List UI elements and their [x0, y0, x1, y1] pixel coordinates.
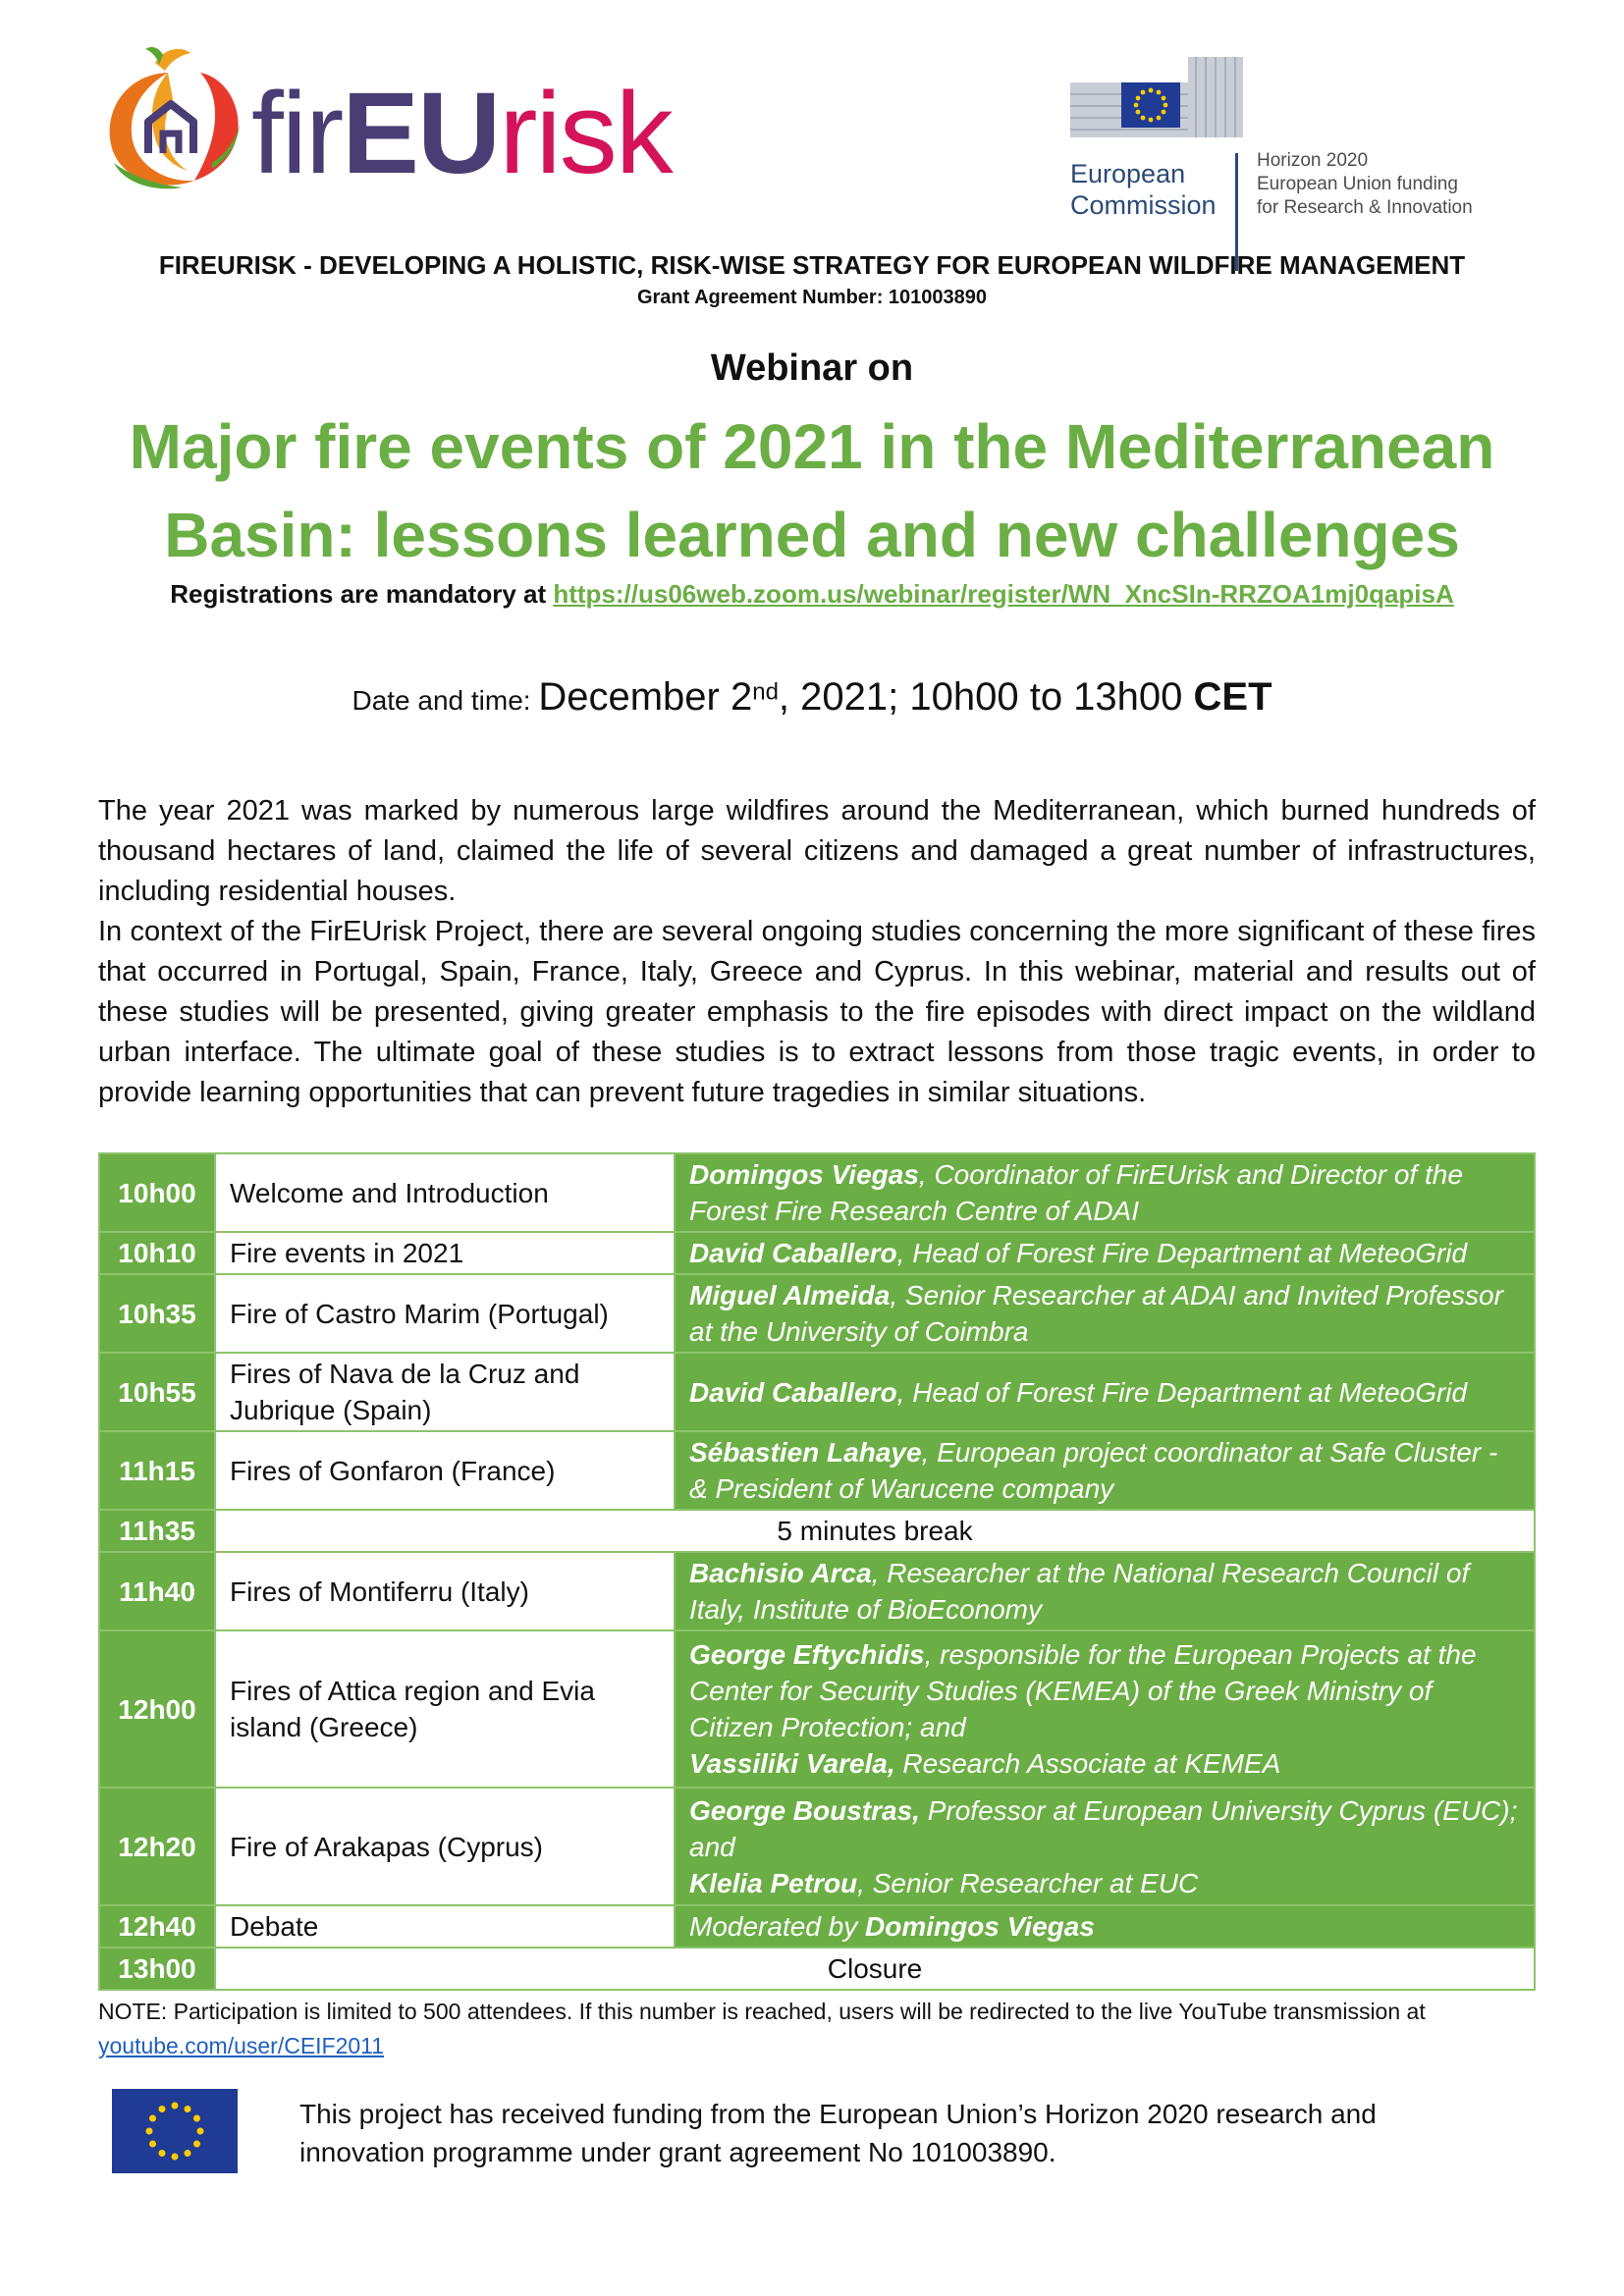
agenda-topic: Debate [215, 1905, 675, 1948]
h2020-line2: European Union funding [1257, 174, 1458, 194]
agenda-row-closure [99, 1948, 1535, 1990]
agenda-row [99, 1232, 1535, 1274]
funding-statement: This project has received funding from the European Union’s Horizon 2020 research and innovation programme under grant agreement No 101003890. [299, 2099, 1377, 2167]
speaker2-name: Vassiliki Varela, [689, 1748, 895, 1779]
moderated-label: Moderated by [689, 1911, 865, 1942]
agenda-time: 13h00 [99, 1948, 215, 1990]
eu-flag-icon [112, 2089, 238, 2173]
agenda-row [99, 1274, 1535, 1353]
ec-building-icon [1070, 55, 1247, 153]
agenda-time: 10h55 [99, 1353, 215, 1431]
speaker-role: , Researcher at the National Research Council of Italy, Institute of BioEconomy [689, 1558, 1470, 1625]
agenda-speaker [675, 1905, 1535, 1948]
agenda-speaker [675, 1153, 1535, 1232]
speaker2-role: , Senior Researcher at EUC [857, 1867, 1199, 1898]
date-suffix: nd [752, 678, 779, 706]
agenda-speaker [675, 1630, 1535, 1788]
speaker-role: , Head of Forest Fire Department at MeteoGrid [896, 1376, 1468, 1408]
agenda-row [99, 1788, 1535, 1905]
agenda-break: 5 minutes break [215, 1510, 1535, 1552]
agenda-time: 10h00 [99, 1153, 215, 1232]
speaker-name: Miguel Almeida [689, 1280, 891, 1310]
h2020-line1: Horizon 2020 [1257, 150, 1369, 171]
agenda-row [99, 1153, 1535, 1232]
agenda-time: 12h00 [99, 1630, 215, 1788]
registration-link[interactable]: https://us06web.zoom.us/webinar/register/WN_XncSIn-RRZOA1mj0qapisA [553, 579, 1454, 609]
agenda-speaker [675, 1274, 1535, 1353]
time-value: , 2021; 10h00 to 13h00 [778, 675, 1194, 719]
speaker-role: , Senior Researcher at ADAI and Invited Professor at the University of Coimbra [689, 1280, 1503, 1347]
agenda-time: 11h35 [99, 1510, 215, 1552]
logo-text-fir: fir [251, 69, 343, 198]
horizon-2020-label [1257, 149, 1473, 220]
ec-wordmark [1070, 158, 1217, 221]
agenda-topic: Fires of Nava de la Cruz and Jubrique (Spain) [215, 1353, 675, 1431]
speaker2-name: Klelia Petrou [689, 1867, 858, 1898]
webinar-title-line1: Major fire events of 2021 in the Mediterranean [129, 411, 1495, 482]
speaker-role: Professor at European University Cyprus (EUC); and [689, 1794, 1518, 1862]
intro-text [98, 791, 1536, 1113]
registration-label: Registrations are mandatory at [170, 579, 554, 609]
agenda-topic: Fire of Arakapas (Cyprus) [215, 1788, 675, 1905]
agenda-speaker [675, 1232, 1535, 1274]
ec-line2: Commission [1070, 190, 1217, 220]
agenda-row [99, 1431, 1535, 1510]
webinar-title [79, 402, 1545, 579]
logo-text-eu: EU [342, 69, 500, 198]
date-time-label: Date and time: [352, 685, 539, 716]
grant-agreement: Grant Agreement Number: 101003890 [636, 287, 988, 308]
speaker-role: , European project coordinator at Safe Cluster - & President of Warucene company [689, 1437, 1498, 1504]
speaker-name: Sébastien Lahaye [689, 1437, 922, 1468]
fireurisk-logo [94, 35, 672, 198]
project-title: FIREURISK - DEVELOPING A HOLISTIC, RISK-WISE STRATEGY FOR EUROPEAN WILDFIRE MANAGEMENT [158, 250, 1466, 280]
agenda-closure: Closure [215, 1948, 1535, 1990]
speaker-name: George Boustras, [689, 1794, 920, 1826]
webinar-title-line2: Basin: lessons learned and new challenges [164, 500, 1460, 570]
intro-paragraph-2: In context of the FirEUrisk Project, there are several ongoing studies concerning the more significant of these fires that occurred in Portugal, Spain, France, Italy, Greece and Cyprus. In this webinar, material and results out of these studies will be presented, giving greater emphasis to the fire episodes with direct impact on the wildland urban interface. The ultimate goal of these studies is to extract lessons from those tragic events, in order to provide learning opportunities that can prevent future tragedies in similar situations. [98, 916, 1536, 1108]
agenda-time: 11h40 [99, 1552, 215, 1630]
ec-line1: European [1070, 159, 1186, 188]
agenda-topic: Fire of Castro Marim (Portugal) [215, 1274, 675, 1353]
agenda-table [98, 1152, 1536, 1991]
speaker-name: David Caballero [689, 1376, 897, 1408]
logo-text-risk: risk [499, 69, 672, 198]
agenda-topic: Fires of Attica region and Evia island (Greece) [215, 1630, 675, 1788]
speaker-name: David Caballero [689, 1238, 897, 1268]
fireurisk-flame-house-icon [94, 45, 251, 192]
youtube-link[interactable]: youtube.com/user/CEIF2011 [98, 2033, 385, 2058]
moderator-name: Domingos Viegas [865, 1911, 1095, 1942]
speaker-name: Domingos Viegas [689, 1159, 919, 1190]
date-time [0, 675, 1624, 720]
speaker-name: Bachisio Arca [689, 1558, 872, 1588]
agenda-speaker [675, 1788, 1535, 1905]
agenda-row [99, 1353, 1535, 1431]
speaker-name: George Eftychidis [689, 1639, 925, 1670]
agenda-time: 11h15 [99, 1431, 215, 1510]
timezone: CET [1193, 675, 1272, 719]
agenda-time: 12h20 [99, 1788, 215, 1905]
agenda-topic: Welcome and Introduction [215, 1153, 675, 1232]
agenda-speaker [675, 1552, 1535, 1630]
intro-paragraph-1: The year 2021 was marked by numerous large wildfires around the Mediterranean, which burned hundreds of thousand hectares of land, claimed the life of several citizens and damaged a great number of infrastructures, including residential houses. [98, 795, 1536, 907]
agenda-topic: Fire events in 2021 [215, 1232, 675, 1274]
speaker-role: , Head of Forest Fire Department at MeteoGrid [896, 1238, 1468, 1268]
european-commission-logo [1070, 55, 1532, 232]
speaker-role: , Coordinator of FirEUrisk and Director of the Forest Fire Research Centre of ADAI [689, 1159, 1463, 1226]
speaker2-role: Research Associate at KEMEA [894, 1748, 1281, 1779]
webinar-on-heading: Webinar on [710, 347, 914, 389]
agenda-time: 12h40 [99, 1905, 215, 1948]
fireurisk-wordmark [251, 69, 672, 198]
agenda-row [99, 1552, 1535, 1630]
note-text: NOTE: Participation is limited to 500 attendees. If this number is reached, users will be redirected to the live YouTube transmission at [98, 1999, 1426, 2024]
agenda-topic: Fires of Gonfaron (France) [215, 1431, 675, 1510]
date-value: December 2 [538, 675, 753, 719]
participation-note [98, 1995, 1536, 2063]
agenda-topic: Fires of Montiferru (Italy) [215, 1552, 675, 1630]
agenda-speaker [675, 1353, 1535, 1431]
agenda-time: 10h10 [99, 1232, 215, 1274]
h2020-line3: for Research & Innovation [1257, 197, 1473, 218]
registration-line [0, 579, 1624, 610]
agenda-speaker [675, 1431, 1535, 1510]
speaker-role: , responsible for the European Projects at the Center for Security Studies (KEMEA) of the Greek Ministry of Citizen Protection; and [689, 1639, 1477, 1742]
agenda-row [99, 1630, 1535, 1788]
agenda-row-break [99, 1510, 1535, 1552]
agenda-row [99, 1905, 1535, 1948]
agenda-time: 10h35 [99, 1274, 215, 1353]
